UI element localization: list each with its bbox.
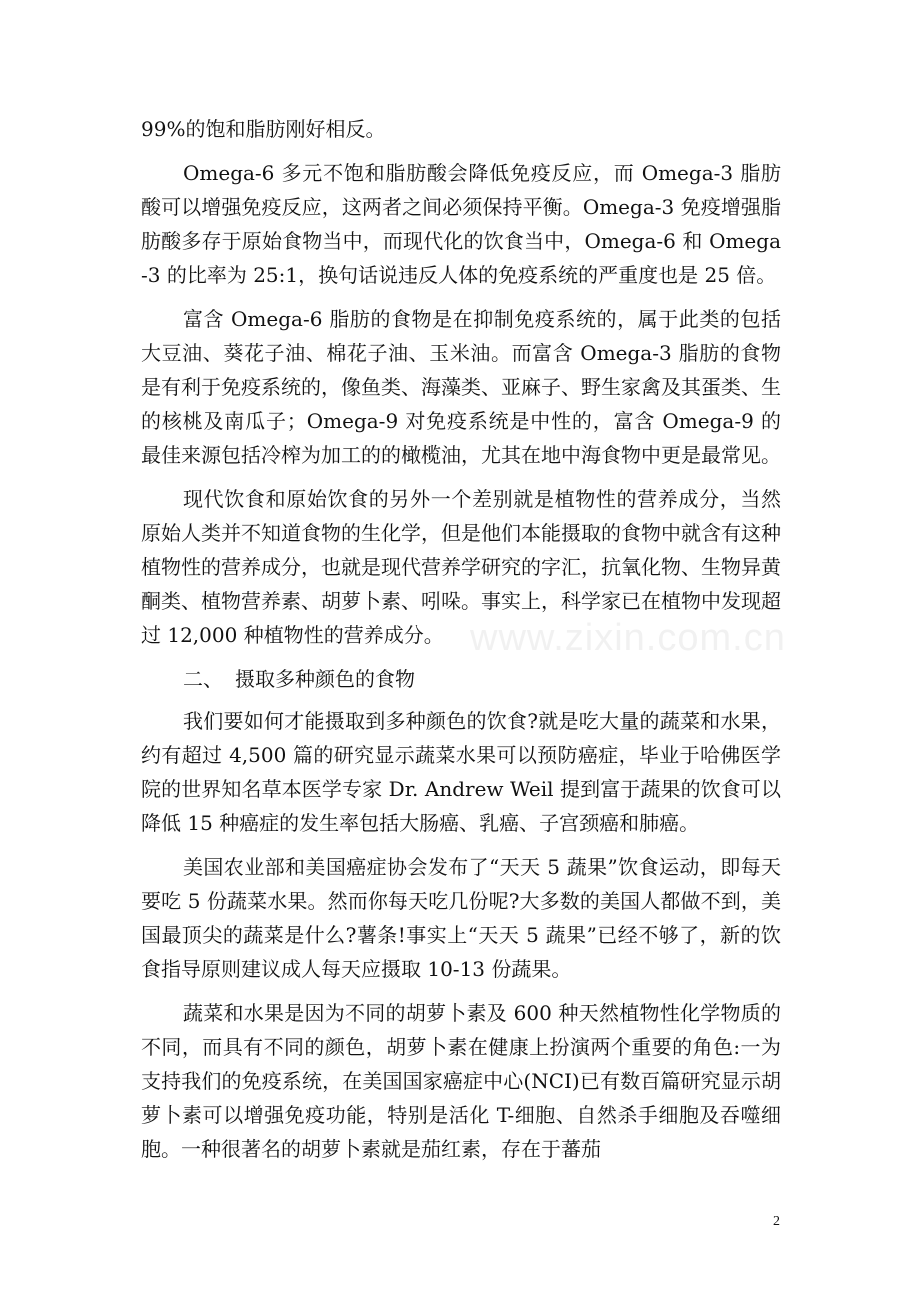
paragraph-4: 现代饮食和原始饮食的另外一个差别就是植物性的营养成分，当然原始人类并不知道食物的生化学，但是他们本能摄取的食物中就含有这种植物性的营养成分，也就是现代营养学研究的字汇，抗氧化物、生物异黄酮类、植物营养素、胡萝卜素、吲哚。事实上，科学家已在植物中发现超过 12,000 种植物性的营养成分。 (141, 487, 781, 647)
section-number: 二、 (183, 667, 223, 691)
watermark: www.zixin.com.cn (470, 617, 786, 659)
paragraph-1: 99%的饱和脂肪刚好相反。 (141, 117, 386, 141)
section-heading (141, 662, 781, 696)
page-number: 2 (773, 1214, 780, 1229)
paragraph-3: 富含 Omega-6 脂肪的食物是在抑制免疫系统的，属于此类的包括大豆油、葵花子油、棉花子油、玉米油。而富含 Omega-3 脂肪的食物是有利于免疫系统的，像鱼类、海藻类、亚麻子、野生家禽及其蛋类、生的核桃及南瓜子；Omega-9 对免疫系统是中性的，富含 Omega-9 的最佳来源包括冷榨为加工的的橄榄油，尤其在地中海食物中更是最常见。 (141, 307, 781, 467)
paragraph-6: 美国农业部和美国癌症协会发布了“天天 5 蔬果”饮食运动，即每天要吃 5 份蔬菜水果。然而你每天吃几份呢?大多数的美国人都做不到，美国最顶尖的蔬菜是什么?薯条!事实上“天天 5 蔬果”已经不够了，新的饮食指导原则建议成人每天应摄取 10-13 份蔬果。 (141, 855, 781, 981)
paragraph-7: 蔬菜和水果是因为不同的胡萝卜素及 600 种天然植物性化学物质的不同，而具有不同的颜色，胡萝卜素在健康上扮演两个重要的角色:一为支持我们的免疫系统，在美国国家癌症中心(NCI)已有数百篇研究显示胡萝卜素可以增强免疫功能，特别是活化 T-细胞、自然杀手细胞及吞噬细胞。一种很著名的胡萝卜素就是茄红素，存在于蕃茄 (141, 1001, 781, 1161)
section-title: 摄取多种颜色的食物 (235, 667, 415, 691)
paragraph-5: 我们要如何才能摄取到多种颜色的饮食?就是吃大量的蔬菜和水果，约有超过 4,500 篇的研究显示蔬菜水果可以预防癌症，毕业于哈佛医学院的世界知名草本医学专家 Dr. Andrew Weil 提到富于蔬果的饮食可以降低 15 种癌症的发生率包括大肠癌、乳癌、子宫颈癌和肺癌。 (141, 709, 781, 835)
paragraph-2: Omega-6 多元不饱和脂肪酸会降低免疫反应，而 Omega-3 脂肪酸可以增强免疫反应，这两者之间必须保持平衡。Omega-3 免疫增强脂肪酸多存于原始食物当中，而现代化的饮食当中，Omega-6 和 Omega-3 的比率为 25:1，换句话说违反人体的免疫系统的严重度也是 25 倍。 (141, 161, 781, 287)
